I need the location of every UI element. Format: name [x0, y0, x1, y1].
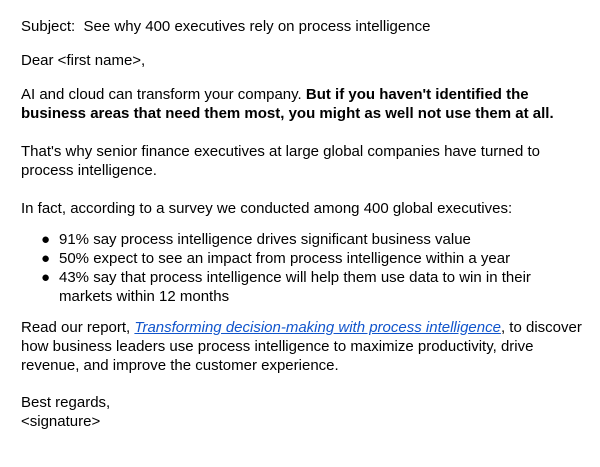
why-paragraph: That's why senior finance executives at large global companies have turned to process intelligence.	[21, 143, 540, 179]
signoff: Best regards,	[21, 394, 111, 411]
signature-placeholder: <signature>	[21, 413, 101, 430]
report-link[interactable]: Transforming decision-making with process intelligence	[134, 319, 501, 336]
list-item	[21, 230, 586, 249]
bullet-icon: ●	[41, 250, 51, 267]
closing-block	[21, 393, 586, 431]
bullet-icon: ●	[41, 269, 51, 286]
list-item	[21, 268, 586, 306]
bullet-icon: ●	[41, 231, 51, 248]
report-paragraph	[21, 318, 586, 375]
email-body	[21, 17, 586, 431]
subject-label: Subject:	[21, 18, 76, 35]
stat-text: 91% say process intelligence drives significant business value	[59, 231, 471, 248]
intro-plain-text: AI and cloud can transform your company.	[21, 86, 306, 103]
intro-paragraph	[21, 85, 586, 123]
stat-text: 43% say that process intelligence will help them use data to win in their markets within 12 months	[59, 269, 531, 305]
stat-text: 50% expect to see an impact from process intelligence within a year	[59, 250, 511, 267]
intro-bold-text: But if you haven't identified the business areas that need them most, you might as well not use them at all.	[21, 86, 554, 122]
report-text-after: , to discover how business leaders use process intelligence to maximize productivity, drive revenue, and improve the customer experience.	[21, 319, 582, 374]
stats-list	[21, 230, 586, 306]
subject-line	[21, 17, 586, 36]
list-item	[21, 249, 586, 268]
report-text-before: Read our report,	[21, 319, 135, 336]
greeting: Dear <first name>,	[21, 52, 146, 69]
survey-intro: In fact, according to a survey we conducted among 400 global executives:	[21, 200, 513, 217]
subject-text: See why 400 executives rely on process intelligence	[83, 18, 431, 35]
